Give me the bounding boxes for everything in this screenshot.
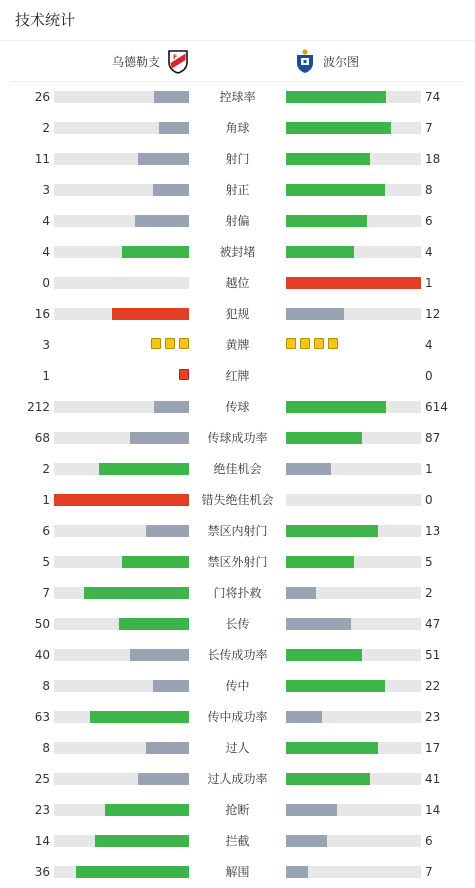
- away-value: 18: [425, 152, 441, 166]
- away-bar-fill: [286, 618, 351, 630]
- home-value: 212: [27, 400, 50, 414]
- home-bar-track: [54, 463, 189, 475]
- home-bar-track: [54, 835, 189, 847]
- away-bar-fill: [286, 525, 378, 537]
- away-bar-track: [286, 184, 421, 196]
- away-bar-fill: [286, 587, 316, 599]
- away-bar-fill: [286, 835, 327, 847]
- home-bar-fill: [154, 91, 189, 103]
- home-bar-track: [54, 91, 189, 103]
- home-value: 50: [34, 617, 50, 631]
- away-bar-fill: [286, 773, 370, 785]
- home-value: 2: [42, 462, 50, 476]
- home-bar-fill: [138, 153, 189, 165]
- away-value: 87: [425, 431, 441, 445]
- away-bar-track: [286, 494, 421, 506]
- stat-row[interactable]: [0, 608, 475, 639]
- home-bar-fill: [122, 556, 190, 568]
- away-value: 22: [425, 679, 441, 693]
- stat-label: 过人: [225, 741, 250, 755]
- home-value: 63: [34, 710, 50, 724]
- home-bar-fill: [76, 866, 189, 878]
- home-cards: [151, 338, 189, 351]
- stat-label: 长传成功率: [207, 648, 268, 662]
- away-value: 14: [425, 803, 441, 817]
- stat-row[interactable]: [0, 825, 475, 856]
- home-bar-fill: [122, 246, 190, 258]
- away-bar-track: [286, 711, 421, 723]
- stat-row[interactable]: [0, 794, 475, 825]
- away-bar-fill: [286, 711, 322, 723]
- home-bar-fill: [95, 835, 190, 847]
- away-value: 8: [425, 183, 433, 197]
- stat-label: 过人成功率: [207, 772, 268, 786]
- stat-label: 犯规: [225, 307, 250, 321]
- away-value: 47: [425, 617, 441, 631]
- home-bar-track: [54, 494, 189, 506]
- home-value: 3: [42, 338, 50, 352]
- home-bar-fill: [153, 184, 189, 196]
- away-bar-track: [286, 91, 421, 103]
- away-bar-fill: [286, 432, 362, 444]
- home-bar-fill: [119, 618, 189, 630]
- home-bar-track: [54, 742, 189, 754]
- home-bar-track: [54, 525, 189, 537]
- home-bar-fill: [153, 680, 189, 692]
- home-value: 26: [34, 90, 50, 104]
- away-value: 7: [425, 865, 433, 879]
- yellow-card-icon: [165, 338, 175, 349]
- away-value: 2: [425, 586, 433, 600]
- stat-row[interactable]: [0, 360, 475, 391]
- away-bar-track: [286, 277, 421, 289]
- away-bar-track: [286, 587, 421, 599]
- stat-row[interactable]: [0, 205, 475, 236]
- stat-label: 角球: [225, 121, 250, 135]
- home-bar-track: [54, 649, 189, 661]
- stat-row[interactable]: [0, 329, 475, 360]
- stat-label: 传中成功率: [207, 710, 268, 724]
- stat-row[interactable]: [0, 143, 475, 174]
- home-value: 4: [42, 245, 50, 259]
- home-bar-track: [54, 184, 189, 196]
- home-bar-track: [54, 153, 189, 165]
- home-bar-fill: [146, 525, 189, 537]
- away-bar-fill: [286, 649, 362, 661]
- stat-label: 禁区外射门: [207, 555, 268, 569]
- stat-row[interactable]: [0, 701, 475, 732]
- home-cards: [179, 369, 189, 382]
- away-value: 4: [425, 245, 433, 259]
- stat-row[interactable]: [0, 453, 475, 484]
- svg-text:F: F: [173, 54, 178, 61]
- stat-row[interactable]: [0, 81, 475, 112]
- home-value: 8: [42, 741, 50, 755]
- away-cards: [286, 338, 338, 351]
- stat-row[interactable]: [0, 112, 475, 143]
- away-bar-track: [286, 401, 421, 413]
- away-value: 5: [425, 555, 433, 569]
- stat-label: 抢断: [225, 803, 250, 817]
- home-value: 0: [42, 276, 50, 290]
- away-bar-fill: [286, 804, 337, 816]
- home-bar-fill: [105, 804, 189, 816]
- away-bar-track: [286, 866, 421, 878]
- away-value: 41: [425, 772, 441, 786]
- stat-label: 控球率: [219, 90, 256, 104]
- stat-row[interactable]: [0, 856, 475, 887]
- home-value: 8: [42, 679, 50, 693]
- stat-row[interactable]: [0, 639, 475, 670]
- away-value: 51: [425, 648, 441, 662]
- away-bar-track: [286, 773, 421, 785]
- home-bar-track: [54, 246, 189, 258]
- home-bar-track: [54, 215, 189, 227]
- page-title: 技术统计: [15, 11, 76, 29]
- home-team[interactable]: [112, 44, 190, 78]
- away-bar-fill: [286, 246, 354, 258]
- home-bar-fill: [130, 649, 189, 661]
- home-bar-track: [54, 804, 189, 816]
- stat-label: 传球成功率: [207, 431, 268, 445]
- away-bar-track: [286, 835, 421, 847]
- away-value: 6: [425, 834, 433, 848]
- away-bar-track: [286, 525, 421, 537]
- home-value: 2: [42, 121, 50, 135]
- home-bar-track: [54, 711, 189, 723]
- yellow-card-icon: [179, 338, 189, 349]
- yellow-card-icon: [328, 338, 338, 349]
- away-value: 0: [425, 369, 433, 383]
- home-bar-fill: [146, 742, 189, 754]
- stat-label: 绝佳机会: [213, 462, 262, 476]
- home-bar-fill: [159, 122, 189, 134]
- away-value: 74: [425, 90, 441, 104]
- home-bar-fill: [54, 494, 189, 506]
- home-bar-track: [54, 308, 189, 320]
- away-bar-fill: [286, 866, 308, 878]
- away-bar-fill: [286, 184, 385, 196]
- away-bar-track: [286, 308, 421, 320]
- stat-label: 黄牌: [225, 338, 250, 352]
- home-value: 6: [42, 524, 50, 538]
- away-team[interactable]: [293, 44, 359, 78]
- home-bar-fill: [99, 463, 189, 475]
- home-value: 11: [34, 152, 50, 166]
- home-bar-fill: [90, 711, 189, 723]
- away-bar-track: [286, 246, 421, 258]
- utrecht-crest-icon: [166, 48, 190, 74]
- yellow-card-icon: [151, 338, 161, 349]
- away-bar-track: [286, 122, 421, 134]
- stats-list: [0, 81, 475, 887]
- home-bar-fill: [135, 215, 189, 227]
- stat-label: 拦截: [225, 834, 250, 848]
- home-bar-track: [54, 556, 189, 568]
- stat-label: 错失绝佳机会: [201, 493, 274, 507]
- away-bar-fill: [286, 277, 421, 289]
- stat-label: 红牌: [225, 369, 250, 383]
- stat-row[interactable]: [0, 391, 475, 422]
- away-value: 12: [425, 307, 441, 321]
- stat-row[interactable]: [0, 732, 475, 763]
- away-bar-fill: [286, 91, 386, 103]
- home-value: 5: [42, 555, 50, 569]
- away-bar-track: [286, 742, 421, 754]
- stat-row[interactable]: [0, 174, 475, 205]
- away-bar-fill: [286, 122, 391, 134]
- away-bar-fill: [286, 215, 367, 227]
- stat-label: 长传: [225, 617, 250, 631]
- away-value: 23: [425, 710, 441, 724]
- stat-label: 射偏: [225, 214, 250, 228]
- porto-crest-icon: [293, 48, 317, 74]
- stat-label: 越位: [225, 276, 250, 290]
- away-bar-fill: [286, 556, 354, 568]
- home-bar-fill: [138, 773, 189, 785]
- away-bar-track: [286, 432, 421, 444]
- away-bar-fill: [286, 308, 344, 320]
- away-bar-track: [286, 463, 421, 475]
- away-value: 17: [425, 741, 441, 755]
- home-bar-track: [54, 432, 189, 444]
- stat-row[interactable]: [0, 484, 475, 515]
- stat-label: 解围: [225, 865, 250, 879]
- home-bar-track: [54, 773, 189, 785]
- home-bar-fill: [154, 401, 189, 413]
- home-bar-track: [54, 618, 189, 630]
- away-bar-fill: [286, 742, 378, 754]
- yellow-card-icon: [300, 338, 310, 349]
- home-bar-fill: [130, 432, 189, 444]
- away-bar-track: [286, 680, 421, 692]
- away-value: 1: [425, 462, 433, 476]
- stat-row[interactable]: [0, 515, 475, 546]
- home-value: 36: [34, 865, 50, 879]
- away-value: 0: [425, 493, 433, 507]
- away-bar-track: [286, 804, 421, 816]
- home-value: 1: [42, 369, 50, 383]
- home-value: 25: [34, 772, 50, 786]
- red-card-icon: [179, 369, 189, 380]
- title-divider: [0, 40, 475, 41]
- away-bar-track: [286, 649, 421, 661]
- home-team-name: 乌德勒支: [111, 54, 160, 69]
- stat-label: 射正: [225, 183, 250, 197]
- stat-row[interactable]: [0, 546, 475, 577]
- home-bar-track: [54, 680, 189, 692]
- stat-row[interactable]: [0, 298, 475, 329]
- away-bar-fill: [286, 463, 331, 475]
- home-value: 23: [34, 803, 50, 817]
- stat-label: 传中: [225, 679, 250, 693]
- home-value: 4: [42, 214, 50, 228]
- away-bar-track: [286, 618, 421, 630]
- away-value: 1: [425, 276, 433, 290]
- away-bar-fill: [286, 680, 385, 692]
- stat-row[interactable]: [0, 763, 475, 794]
- home-bar-fill: [84, 587, 189, 599]
- away-value: 6: [425, 214, 433, 228]
- away-value: 7: [425, 121, 433, 135]
- away-bar-track: [286, 215, 421, 227]
- home-bar-track: [54, 122, 189, 134]
- home-value: 40: [34, 648, 50, 662]
- stat-label: 门将扑救: [213, 586, 262, 600]
- stat-label: 禁区内射门: [207, 524, 268, 538]
- stat-row[interactable]: [0, 422, 475, 453]
- home-value: 14: [34, 834, 50, 848]
- stat-label: 传球: [225, 400, 250, 414]
- stat-label: 被封堵: [219, 245, 256, 259]
- yellow-card-icon: [314, 338, 324, 349]
- home-value: 7: [42, 586, 50, 600]
- stat-label: 射门: [225, 152, 250, 166]
- away-team-name: 波尔图: [323, 54, 360, 69]
- away-bar-track: [286, 153, 421, 165]
- away-value: 614: [425, 400, 448, 414]
- home-bar-track: [54, 866, 189, 878]
- yellow-card-icon: [286, 338, 296, 349]
- home-bar-track: [54, 277, 189, 289]
- away-bar-track: [286, 556, 421, 568]
- stat-row[interactable]: [0, 267, 475, 298]
- stat-row[interactable]: [0, 236, 475, 267]
- home-bar-track: [54, 587, 189, 599]
- home-value: 68: [34, 431, 50, 445]
- stat-row[interactable]: [0, 670, 475, 701]
- home-value: 3: [42, 183, 50, 197]
- home-bar-track: [54, 401, 189, 413]
- home-bar-fill: [112, 308, 189, 320]
- away-bar-fill: [286, 401, 386, 413]
- home-value: 1: [42, 493, 50, 507]
- away-bar-fill: [286, 153, 370, 165]
- home-value: 16: [34, 307, 50, 321]
- stat-row[interactable]: [0, 577, 475, 608]
- away-value: 13: [425, 524, 441, 538]
- away-value: 4: [425, 338, 433, 352]
